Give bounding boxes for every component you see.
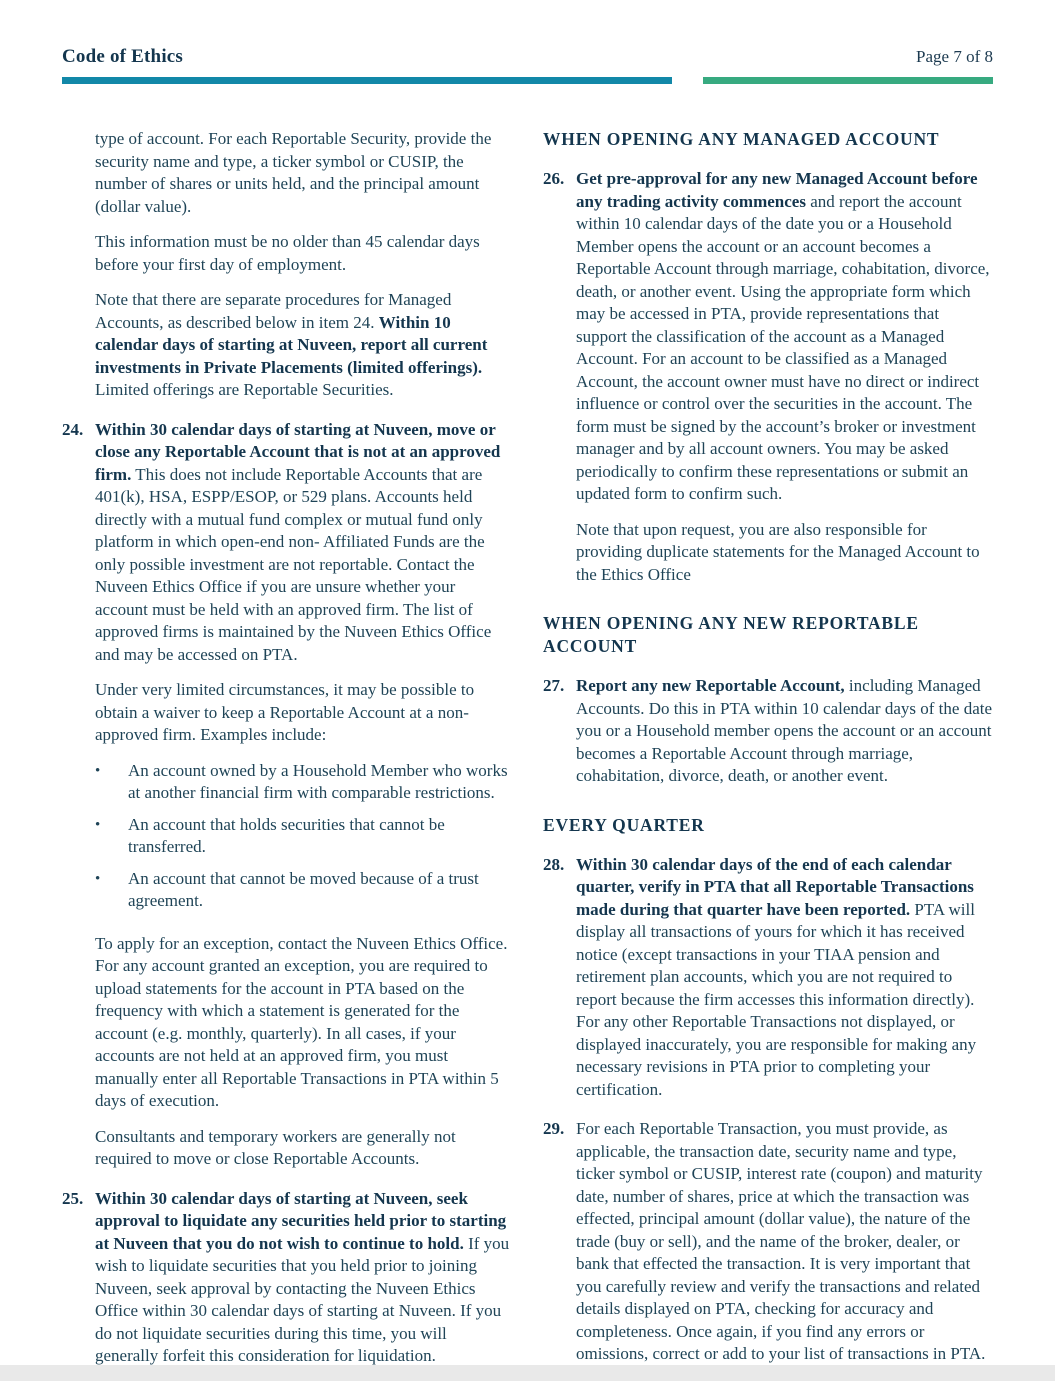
document-title: Code of Ethics <box>62 46 184 67</box>
numbered-item <box>62 1188 512 1368</box>
bullet-icon: • <box>95 762 101 779</box>
numbered-item <box>543 854 993 1102</box>
bold-text: Get pre-approval for any new Managed Account before any trading activity commences <box>576 169 978 211</box>
paragraph <box>576 519 993 587</box>
bullet-item <box>95 814 512 859</box>
bold-text: Within 30 calendar days of starting at Nuveen, seek approval to liquidate any securities held prior to starting at Nuveen that you do not wish to continue to hold. <box>95 1188 507 1253</box>
bullet-text <box>128 814 512 859</box>
bold-text: Within 30 calendar days of starting at Nuveen, move or close any Reportable Account that is not at an approved firm. <box>95 419 501 484</box>
paragraph <box>95 231 512 276</box>
numbered-item <box>543 168 993 506</box>
bold-text: Within 10 calendar days of starting at Nuveen, report all current investments in Private Placements (limited offerings). <box>95 312 488 377</box>
item-text <box>576 168 993 506</box>
text-run: An account that holds securities that cannot be transferred. <box>128 814 445 856</box>
text-run: This information must be no older than 45 calendar days before your first day of employment. <box>95 232 480 274</box>
header-rule-teal <box>62 77 672 84</box>
bullet-text <box>128 868 512 913</box>
paragraph <box>95 128 512 218</box>
text-run: and report the account within 10 calendar days of the date you or a Household Member opens the account or an account becomes a Reportable Account through marriage, cohabitation, divorce, death, or another event. Using the appropriate form which may be accessed in PTA, provide representations that support the classification of the account as a Managed Account. For an account to be classified as a Managed Account, the account owner must have no direct or indirect influence or control over the securities in the account. The form must be signed by the account’s broker or investment manager and by all account owners. You may be asked periodically to confirm these representations or submit an updated form to confirm such. <box>576 191 990 503</box>
paragraph <box>95 933 512 1113</box>
page-content <box>62 128 993 1381</box>
text-run: For each Reportable Transaction, you must provide, as applicable, the transaction date, security name and type, ticker symbol or CUSIP, interest rate (coupon) and maturity date, number of shares, price at which the transaction was effected, principal amount (dollar value), the nature of the trade (buy or sell), and the name of the broker, dealer, or bank that effected the transaction. It is very important that you carefully review and verify the transactions and related details displayed on PTA, checking for accuracy and completeness. Once again, if you find any errors or omissions, correct or add to your list of transactions in PTA. <box>576 1119 986 1363</box>
section-heading: WHEN OPENING ANY MANAGED ACCOUNT <box>543 129 940 149</box>
item-text <box>95 419 512 667</box>
item-number: 25. <box>62 1188 84 1208</box>
bullet-icon: • <box>95 870 101 887</box>
item-number: 26. <box>543 169 565 188</box>
bullet-item <box>95 760 512 805</box>
text-run: If you wish to liquidate securities that you held prior to joining Nuveen, seek approval by contacting the Nuveen Ethics Office within 30 calendar days of starting at Nuveen. If you do not liquidate securities during this time, you will generally forfeit this consideration for liquidation. <box>95 1233 510 1365</box>
text-run: Note that upon request, you are also responsible for providing duplicate statements for the Managed Account to the Ethics Office <box>576 519 980 584</box>
header-rule-gap <box>672 77 703 84</box>
bullet-item <box>95 868 512 913</box>
text-run: To apply for an exception, contact the Nuveen Ethics Office. For any account granted an exception, you are required to upload statements for the account in PTA based on the frequency with which a statement is generated for the account (e.g. monthly, quarterly). In all cases, if your accounts are not held at an approved firm, you must manually enter all Reportable Transactions in PTA within 5 days of execution. <box>95 933 508 1110</box>
right-column <box>543 128 993 1379</box>
numbered-item <box>543 1118 993 1366</box>
text-run: This does not include Reportable Accounts that are 401(k), HSA, ESPP/ESOP, or 529 plans. Accounts held directly with a mutual fund complex or mutual fund only platform in which open-end non- Affiliated Funds are the only possible investment are not reportable. Contact the Nuveen Ethics Office if you are unsure whether your account must be held with an approved firm. The list of approved firms is maintained by the Nuveen Ethics Office and may be accessed on PTA. <box>95 464 492 664</box>
paragraph <box>95 1126 512 1171</box>
numbered-item <box>62 419 512 667</box>
numbered-item <box>543 675 993 788</box>
paragraph <box>95 679 512 747</box>
bullet-icon: • <box>95 816 101 833</box>
bold-text: Within 30 calendar days of the end of each calendar quarter, verify in PTA that all Reportable Transactions made during that quarter have been reported. <box>576 854 974 919</box>
item-number: 24. <box>62 419 84 439</box>
page-number: Page 7 of 8 <box>916 47 993 66</box>
text-run: including Managed Accounts. Do this in PTA within 10 calendar days of the date you or a Household member opens the account or an account becomes a Reportable Account through marriage, cohabitation, divorce, death, or another event. <box>576 676 993 785</box>
text-run: Consultants and temporary workers are generally not required to move or close Reportable Accounts. <box>95 1126 456 1168</box>
page-header <box>62 0 993 68</box>
item-number: 28. <box>543 854 565 874</box>
bold-text: Report any new Reportable Account, <box>576 676 845 695</box>
item-text <box>576 675 993 788</box>
left-column <box>62 128 512 1381</box>
item-text <box>95 1188 512 1368</box>
text-run: An account that cannot be moved because of a trust agreement. <box>128 868 479 910</box>
paragraph <box>95 289 512 402</box>
bullet-text <box>128 760 512 805</box>
text-run: Under very limited circumstances, it may be possible to obtain a waiver to keep a Reportable Account at a non-approved firm. Examples include: <box>95 680 475 744</box>
header-rules <box>62 77 993 84</box>
text-run: Limited offerings are Reportable Securities. <box>95 380 394 399</box>
section-heading: WHEN OPENING ANY NEW REPORTABLE ACCOUNT <box>543 613 919 656</box>
section-heading: EVERY QUARTER <box>543 814 705 835</box>
text-run: Note that there are separate procedures for Managed Accounts, as described below in item 24. <box>95 290 452 332</box>
item-number: 29. <box>543 1119 565 1138</box>
text-run: PTA will display all transactions of yours for which it has received notice (except transactions in your TIAA pension and retirement plan accounts, which you are not required to report because the firm accesses this information directly). For any other Reportable Transactions not displayed, or displayed inaccurately, you are responsible for making any necessary revisions in PTA prior to completing your certification. <box>576 899 977 1099</box>
item-text <box>576 854 993 1102</box>
text-run: An account owned by a Household Member who works at another financial firm with comparable restrictions. <box>128 760 508 802</box>
item-number: 27. <box>543 676 565 695</box>
text-run: type of account. For each Reportable Security, provide the security name and type, a ticker symbol or CUSIP, the number of shares or units held, and the principal amount (dollar value). <box>95 129 492 216</box>
item-text <box>576 1118 993 1366</box>
header-rule-green <box>703 77 993 84</box>
